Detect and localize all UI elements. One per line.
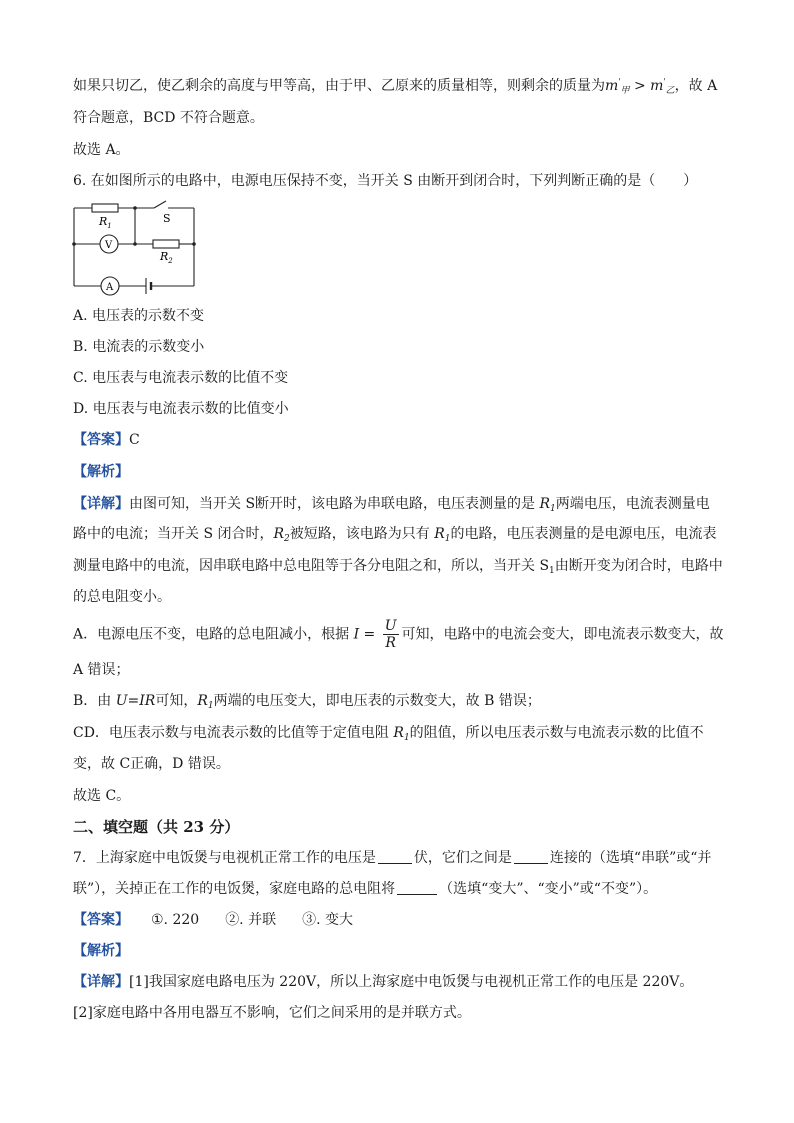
formula-i: I: [353, 626, 360, 643]
answer-tag: 【答案】: [73, 912, 129, 928]
resistor-r2: [153, 240, 179, 248]
text-line: 符合题意，BCD 不符合题意。: [73, 110, 264, 126]
text: 的阻值，所以电压表示数与电流表示数的比值不: [409, 725, 704, 741]
text: 两端的电压变大，即电压表的示数变大，故 B 错误；: [213, 693, 541, 709]
text: B．由: [73, 693, 116, 709]
text: 7．上海家庭中电饭煲与电视机正常工作的电压是: [73, 850, 376, 866]
text: 两端电压，电流表测量电: [555, 496, 710, 512]
resistor-r1: [92, 204, 118, 212]
text: 连接的（选填“串联”或“并: [549, 850, 712, 866]
detail-tag: 【详解】: [73, 496, 129, 512]
text: 伏，它们之间是: [413, 850, 512, 866]
detail-line: [2]家庭电路中各用电器互不影响，它们之间采用的是并联方式。: [73, 1005, 471, 1021]
answer-value: C: [129, 432, 140, 448]
text: 可知，: [155, 693, 198, 709]
answer-1: ①. 220: [151, 912, 200, 928]
r1-label: $R_1$: [99, 215, 112, 230]
analysis-label: 【解析】: [73, 943, 129, 959]
text: [1]我国家庭电路电压为 220V，所以上海家庭中电饭煲与电视机正常工作的电压是 220V。: [129, 974, 694, 990]
answer-tag: 【答案】: [73, 432, 129, 448]
detail-tag: 【详解】: [73, 974, 129, 990]
r2-label: $R_2$: [160, 250, 173, 265]
question-7-line1: [73, 848, 711, 868]
analysis-tag: [73, 462, 129, 482]
text: 由断开变为闭合时，电路中: [554, 558, 723, 574]
switch-label: S: [163, 212, 171, 225]
text: 可知，电路中的电流会变大，即电流表示数变大，故: [401, 626, 724, 643]
text: 测量电路中的电流，因串联电路中总电阻等于各分电阻之和，所以，当开关 S: [73, 558, 550, 574]
text: A．电源电压不变，电路的总电阻减小，根据: [73, 626, 354, 643]
option-d: D. 电压表与电流表示数的比值变小: [73, 401, 289, 417]
answer-3: ③. 变大: [302, 912, 353, 928]
voltmeter-label: V: [105, 240, 113, 251]
text: ，故 A: [674, 78, 718, 94]
answer-line: [73, 910, 353, 930]
analysis-b-line: [73, 691, 541, 716]
option-c: C. 电压表与电流表示数的比值不变: [73, 370, 289, 386]
text: 由图可知，当开关 S断开时，该电路为串联电路，电压表测量的是: [129, 496, 540, 512]
question-6-stem: 6. 在如图所示的电路中，电源电压保持不变，当开关 S 由断开到闭合时，下列判断正确的是（ ）: [73, 173, 698, 189]
option-b: B. 电流表的示数变小: [73, 339, 205, 355]
text: CD．电压表示数与电流表示数的比值等于定值电阻: [73, 725, 394, 741]
answer-line: [73, 430, 140, 450]
subscript: 甲: [620, 86, 630, 96]
blank: [514, 849, 548, 864]
subscript: 乙: [665, 86, 675, 96]
text: 如果只切乙，使乙剩余的高度与甲等高，由于甲、乙原来的质量相等，则剩余的质量为: [73, 78, 605, 94]
text-line: 如果只切乙，使乙剩余的高度与甲等高，由于甲、乙原来的质量相等，则剩余的质量为$m'_甲 > m'_乙$，故 A: [73, 77, 718, 96]
symbol-r1: $R_1$: [539, 496, 556, 514]
symbol-r1: $R_1$: [197, 693, 214, 711]
analysis-cd-line2: 变，故 C正确，D 错误。: [73, 756, 230, 772]
conclusion: 故选 C。: [73, 788, 131, 804]
formula-fraction: $\frac{U}{R}$: [384, 618, 397, 651]
circuit-diagram: [70, 198, 200, 300]
detail-line: 测量电路中的电流，因串联电路中总电阻等于各分电阻之和，所以，当开关 $S_1$由断开变为闭合时，电路中: [73, 558, 723, 576]
formula-uir: U=IR: [115, 693, 156, 709]
detail-line: [73, 972, 693, 992]
detail-line: [73, 494, 710, 519]
blank: [378, 849, 412, 864]
text: 被短路，该电路为只有: [289, 526, 435, 542]
text-line: 故选 A。: [73, 142, 130, 158]
switch-s: [154, 201, 166, 208]
analysis-label: 【解析】: [73, 464, 129, 480]
option-a: A. 电压表的示数不变: [73, 308, 205, 324]
mass-symbol: $m'_甲$: [605, 77, 630, 96]
mass-symbol: $m'_乙$: [650, 77, 675, 96]
text: 路中的电流；当开关 S 闭合时，: [73, 526, 274, 542]
question-7-line2: [73, 879, 657, 899]
analysis-a-line: A．电源电压不变，电路的总电阻减小，根据 I = $\frac{U}{R}$ 可知，电路中的电流会变大，即电流表示数变大，故: [73, 618, 724, 651]
detail-line: [73, 524, 717, 549]
analysis-cd-line: [73, 723, 704, 748]
text: （选填“变大”、“变小”或“不变”）。: [439, 881, 658, 897]
blank: [397, 880, 437, 895]
analysis-a-line2: A 错误；: [73, 662, 130, 678]
text: 的电路，电压表测量的是电源电压，电流表: [450, 526, 717, 542]
symbol-r2: $R_2$: [273, 526, 290, 544]
text: 联”），关掉正在工作的电饭煲，家庭电路的总电阻将: [73, 881, 396, 897]
section-heading: 二、填空题（共 23 分）: [73, 818, 240, 836]
answer-2: ②. 并联: [225, 912, 277, 928]
symbol-r1: $R_1$: [393, 725, 410, 743]
analysis-tag: [73, 941, 129, 961]
symbol-r1: $R_1$: [434, 526, 451, 544]
detail-line: 的总电阻变小。: [73, 589, 171, 605]
ammeter-label: A: [106, 282, 114, 293]
